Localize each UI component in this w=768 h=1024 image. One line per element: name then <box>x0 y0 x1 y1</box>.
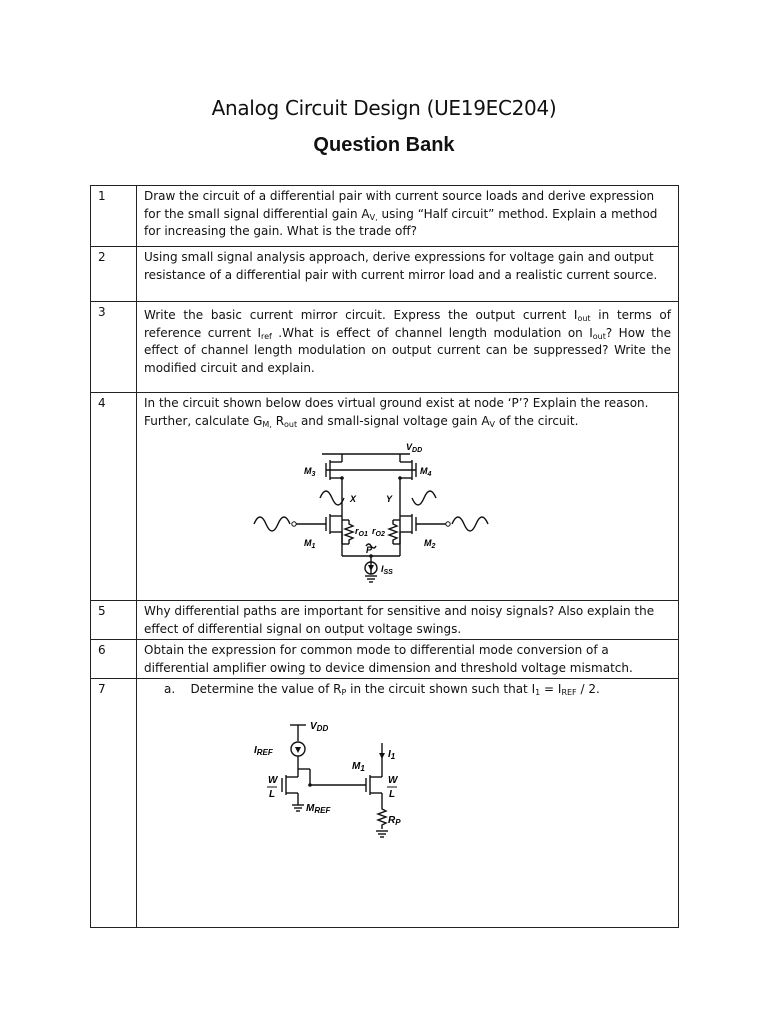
node-p-label: P <box>366 545 373 555</box>
question-number: 3 <box>91 302 137 393</box>
w-right-label: W <box>388 774 398 786</box>
question-text: a. Determine the value of $R_P$ in the circuit shown such that $I_1 = I_{REF} / 2$. $V_{DD}$ $I_{REF}$ $I_1$ $M_1$ W L W L $M_{REF}$ $R_P$ <box>137 679 679 928</box>
vdd-label: $V_{DD}$ <box>310 720 329 733</box>
question-text: Write the basic current mirror circuit. Express the output current $I_{out}$ in terms of reference current $I_{ref}$ .What is effect of channel length modulation on $I_{out}$? How the effect of channel length modulation on output current can be suppressed? Write the modified circuit and explain. <box>137 302 679 393</box>
m1-label: $M_1$ <box>304 538 316 550</box>
document-title: Analog Circuit Design (UE19EC204) <box>211 96 557 120</box>
m2-label: $M_2$ <box>424 538 436 550</box>
differential-pair-circuit <box>144 436 544 586</box>
l-right-label: L <box>389 788 396 800</box>
question-text: Obtain the expression for common mode to differential mode conversion of a differential amplifier owing to device dimension and threshold voltage mismatch. <box>137 640 679 679</box>
l-left-label: L <box>269 788 276 800</box>
iss-label: $I_{SS}$ <box>381 564 393 576</box>
ro1-label: $r_{O1}$ <box>355 526 368 538</box>
question-text: In the circuit shown below does virtual ground exist at node ‘P’? Explain the reason. Further, calculate $G_{M,}$ $R_{out}$ and small-signal voltage gain $A_V$ of the circuit. $V_{DD}$ $M_3$ $M_4$ X Y $M_1$ $M_2$ $r_{O1}$ $r_{O2}$ P $I_{SS}$ <box>137 393 679 601</box>
node-y-label: Y <box>386 494 393 504</box>
m3-label: $M_3$ <box>304 466 316 478</box>
question-text: Draw the circuit of a differential pair with current source loads and derive expression for the small signal differential gain $A_{V,}$ using “Half circuit” method. Explain a method for increasing the gain. What is the trade off? <box>137 186 679 247</box>
question-number: 6 <box>91 640 137 679</box>
question-table <box>90 185 679 928</box>
current-mirror-circuit <box>144 713 464 843</box>
question-number: 4 <box>91 393 137 601</box>
question-row <box>91 186 679 247</box>
document-subtitle: Question Bank <box>313 134 455 156</box>
node-x-label: X <box>350 494 357 504</box>
ro2-label: $r_{O2}$ <box>372 526 385 538</box>
question-number: 7 <box>91 679 137 928</box>
iref-label: $I_{REF}$ <box>254 744 273 757</box>
question-row <box>91 601 679 640</box>
question-row <box>91 393 679 601</box>
question-row <box>91 247 679 302</box>
w-left-label: W <box>268 774 278 786</box>
question-row <box>91 302 679 393</box>
question-row <box>91 679 679 928</box>
i1-label: $I_1$ <box>388 748 396 761</box>
m4-label: $M_4$ <box>420 466 432 478</box>
question-text: Using small signal analysis approach, derive expressions for voltage gain and output resistance of a differential pair with current mirror load and a realistic current source. <box>137 247 679 302</box>
question-row <box>91 640 679 679</box>
question-text: Why differential paths are important for sensitive and noisy signals? Also explain the effect of differential signal on output voltage swings. <box>137 601 679 640</box>
m1-label: $M_1$ <box>352 760 365 773</box>
vdd-label: $V_{DD}$ <box>406 442 423 454</box>
question-number: 2 <box>91 247 137 302</box>
question-number: 1 <box>91 186 137 247</box>
rp-label: $R_P$ <box>388 814 401 827</box>
mref-label: $M_{REF}$ <box>306 802 331 815</box>
question-number: 5 <box>91 601 137 640</box>
